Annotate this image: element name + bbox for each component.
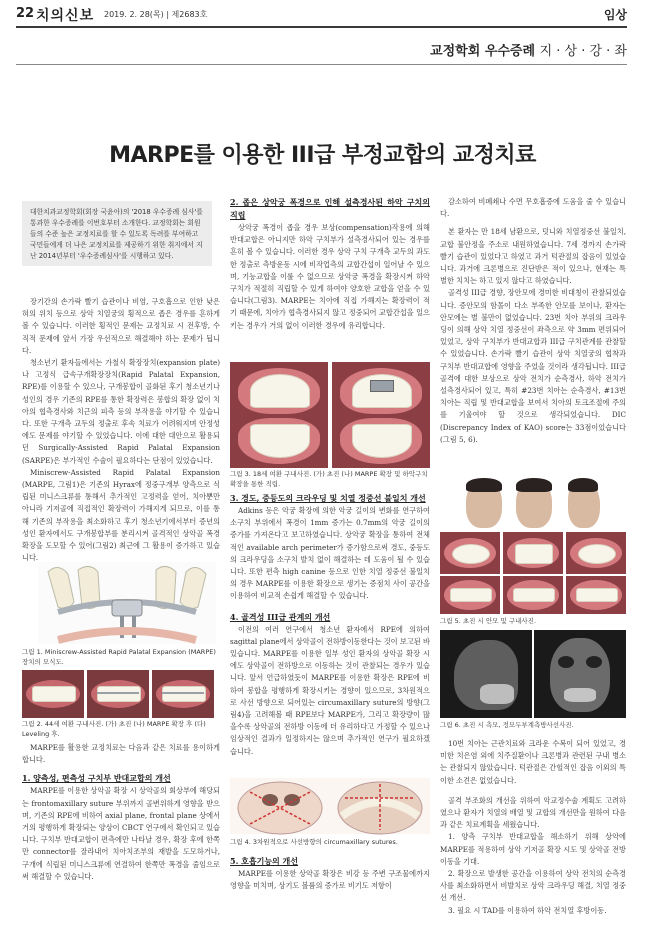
column-3-top bbox=[440, 196, 626, 468]
column-2-bottom bbox=[230, 855, 430, 935]
subheading-3: 3. 경도, 중등도의 크라우딩 및 치열 정중선 불일치 개선 bbox=[230, 493, 426, 503]
figure-5-intraoral-6 bbox=[566, 576, 626, 614]
article-title: MARPE를 이용한 III급 부정교합의 교정치료 bbox=[109, 143, 536, 168]
paragraph: 이전의 여러 연구에서 청소년 환자에서 RPE에 의하여 sagittal plane에서 상악골이 전하방이동한다는 것이 보고된 바 있습니다. MARPE를 이용한 일부 성인 환자의 상악골 확장 시에도 상악골이 전하방으로 이동하는 것이 관찰되는 경우가 있습니다. 앞서 언급하였듯이 MARPE를 이용한 확장은 RPE에 비하여 봉합을 평행하게 확장시키는 경향이 있으므로, 3차원적으로 사선 방향으로 되어있는 circumaxillary suture의 방향(그림4)을 고려해볼 때 RPE보다 MARPE가, 그리고 확장량이 많을수록 상악골의 전하방 이동에 더 유리하다고 가정할 수 있으나 임상적인 결과가 일정하지는 않으며 추가적인 연구가 필요하겠습니다. bbox=[230, 624, 430, 756]
paragraph: 골격성 III급 경향, 장안모에 경미한 비대칭이 관찰되었습니다. 증안모의 함몰이 다소 부족한 안모를 보이나, 환자는 안모에는 별 불만이 없었습니다. 23번 치아 부위의 크라우딩이 의해 상악 치열 정중선이 좌측으로 약 3mm 편위되어 있었고, 상악 구치부가 반대교합과 III급 구치관계를 관찰할 수 있었습니다. 손가락 빨기 습관이 상악 치열궁의 협착과 구치부 반대교합에 영향을 주었을 것이라 생각됩니다. III급 골격에 대한 보상으로 상악 전치가 순측경사, 하악 전치가 설측경사되어 있고, 특히 #23번 치아는 순측경사, #13번 치아는 직립 및 반대교합을 보여서 치아의 토크조절에 주의를 기울여야 할 것으로 생각되었습니다. DIC (Discrepancy Index of KAO) score는 33점이었습니다(그림 5, 6). bbox=[440, 288, 626, 444]
figure-6-lateral-ceph bbox=[440, 630, 532, 718]
figure-5-faces bbox=[440, 478, 626, 530]
paragraph: 본 환자는 만 18세 남환으로, 덧니와 치열정중선 불일치, 교합 불안정을 주소로 내원하였습니다. 7세 경까지 손가락 빨기 습관이 있었다고 하였고 과거 턱관절의 잡음이 있었습니다. 과거에 크론병으로 진단받은 적이 있으나, 현재는 특별한 치치는 하고 있지 않다고 하였습니다. bbox=[440, 227, 626, 286]
series-title bbox=[430, 40, 627, 59]
figure-4-image bbox=[230, 778, 430, 834]
figure-5-intraoral-1 bbox=[440, 532, 500, 574]
subheading-2: 2. 좁은 상악궁 폭경으로 인해 설측경사된 하악 구치의 직립 bbox=[230, 197, 430, 220]
subheading-4: 4. 골격성 III급 관계의 개선 bbox=[230, 611, 331, 622]
figure-1-caption: 그림 1. Miniscrew-Assisted Rapid Palatal Expansion (MARPE) 장치의 모식도. bbox=[22, 648, 216, 666]
column-1-bottom bbox=[22, 742, 220, 934]
treatment-plan-2: 2. 확장으로 발생한 공간을 이용하여 상악 전치의 순측경사를 최소화하면서 비발치로 상악 크라우딩 해결, 치열 정중선 개선. bbox=[440, 869, 626, 903]
figure-4-caption: 그림 4. 3차원적으로 사선방향의 circumaxillary sutures. bbox=[230, 838, 398, 846]
column-1-top bbox=[22, 296, 220, 563]
paragraph: MARPE를 이용한 상악골 확장은 비강 등 주변 구조물에까지 영향을 미치며, 상기도 볼륨의 증가로 비기도 저항이 bbox=[230, 869, 430, 891]
series-title-main: 교정학회 우수증례 bbox=[430, 44, 536, 59]
paragraph: 상악궁 폭경이 좁을 경우 보상(compensation)작용에 의해 반대교합은 아니지만 하악 구치부가 설측경사되어 있는 경우를 흔히 볼 수 있습니다. 이러한 경우 상악 구치 구개측 교두의 과도한 정출로 측방운동 시에 비작업측의 교합간섭이 일어날 수 있으며, 기능교합을 이룰 수 없으므로 상악궁 폭경을 확장시켜 하악 구치가 적절히 직립할 수 있게 하여야 양호한 교합을 얻을 수 있습니다(그림3). MARPE는 치아에 직접 가해지는 확장력이 적기 때문에, 치아가 협측경사되지 않고 정중되어 교합간섭을 일으키는 경우가 거의 없이 이러한 경우에 유리합니다. bbox=[230, 223, 430, 330]
section-label: 임상 bbox=[603, 8, 627, 22]
page-number: 22 bbox=[16, 6, 35, 21]
figure-3b-image bbox=[332, 362, 430, 468]
treatment-plan-3: 3. 필요 시 TAD를 이용하여 하악 전치열 후방이동. bbox=[448, 905, 607, 915]
figure-5-caption: 그림 5. 초진 시 안모 및 구내사진. bbox=[440, 617, 537, 625]
figure-6-frontal-ceph bbox=[534, 630, 626, 718]
paragraph: 청소년기 환자들에서는 가철식 확장장치(expansion plate)나 고정식 급속구개확장장치(Rapid Palatal Expansion, RPE)를 이용할 수 있으나, 구개봉합이 골화된 후기 청소년기나 성인의 경우 기존의 RPE를 통한 확장력은 봉합의 확장 없이 치아의 협측경사와 치근의 피측 등의 부작용을 야기할 수 있습니다. 또한 구개측 교두의 정출로 후속 치료가 어려워지며 안정성에도 문제를 야기할 수 있었습니다. 이에 대한 대안으로 활용되던 Surgically-Assisted Rapid Palatal Expansion (SARPE)은 부가적인 수술이 필요하다는 단점이 있었습니다. bbox=[22, 358, 220, 465]
paragraph: 10번 치아는 근관치료와 크라운 수복이 되어 있었고, 경미한 치은염 외에 치주질환이나 크론병과 관련된 구내 병소는 관찰되지 않았습니다. 턱관절은 간헐적인 잡음 이외의 특이한 소견은 없었습니다. bbox=[440, 739, 626, 785]
figure-5-intraoral-3 bbox=[566, 532, 626, 574]
figure-6-caption: 그림 6. 초진 시 측모, 정모두부계측방사선사진. bbox=[440, 721, 574, 729]
series-title-tail: 지 · 상 · 강 · 좌 bbox=[539, 44, 627, 59]
paragraph: MARPE를 이용한 상악골 확장 시 상악골의 회상부에 해당되는 frontomaxillary suture 부위까지 골변위하게 영향을 받으며, 기존의 RPE에 비하여 axial plane, frontal plane 상에서 거의 평행하게 확장되는 양상이 CBCT 연구에서 확인되고 있습니다. 구치부 반대교합이 편측에만 나타날 경우, 확장 후에 한쪽만 connector를 잘라내어 치아치조부의 재발을 도모하거나, 구개에 식립된 미니스크류에 연결하여 한쪽만 폭경을 줄임으로써 해결할 수 있습니다. bbox=[22, 786, 220, 881]
paragraph: MARPE를 활용한 교정치료는 다음과 같은 치료를 용이하게 합니다. bbox=[22, 743, 220, 765]
issue-date: 2019. 2. 28(목) | 제2683호 bbox=[104, 10, 208, 19]
series-rule bbox=[16, 64, 627, 65]
column-2-top bbox=[230, 196, 430, 358]
figure-5-intraoral-5 bbox=[503, 576, 563, 614]
figure-5-intraoral-2 bbox=[503, 532, 563, 574]
paragraph: 장기간의 손가락 빨기 습관이나 비염, 구호흡으로 인한 낮은 혀의 위치 등으로 상악 치열궁의 횡적으로 좁은 경우를 흔하게 볼 수 있습니다. 이러한 횡적인 문제는 교정치료 시 전후방, 수직적 문제에 앞서 가장 우선적으로 해결해야 하는 문제가 됩니다. bbox=[22, 297, 220, 355]
subheading-5: 5. 호흡기능의 개선 bbox=[230, 856, 299, 866]
figure-2b-image bbox=[87, 670, 149, 718]
paragraph: 감소하여 비폐쇄나 수면 무호흡증에 도움을 줄 수 있습니다. bbox=[440, 197, 626, 219]
figure-2c-image bbox=[152, 670, 214, 718]
column-3-bottom bbox=[440, 738, 626, 935]
figure-2-caption: 그림 2. 44세 여환 구내사진. (가) 초진 (나) MARPE 확장 후 (다) Leveling 후. bbox=[22, 720, 206, 738]
figure-3a-image bbox=[230, 362, 328, 468]
intro-box: 대한치과교정학회(회장 국윤아)의 '2018 우수증례 심사'를 통과한 우수증례를 이번호부터 소개한다. 교정학회는 회원들의 수준 높은 교정치료를 할 수 있도록 독려를 부여하고 국민들에게 더 나은 교정치료를 제공하기 위한 취지에서 지난 2014년부터 '우수증례심사'를 시행하고 있다. bbox=[22, 201, 212, 266]
figure-2a-image bbox=[22, 670, 84, 718]
newspaper-name: 치의신보 bbox=[36, 8, 95, 24]
subheading-1: 1. 양측성, 편측성 구치부 반대교합의 개선 bbox=[22, 773, 171, 784]
column-2-middle bbox=[230, 492, 430, 756]
paragraph: 골격 부조화의 개선을 위하여 악교정수술 계획도 고려하였으나 환자가 치열의 배열 및 교합의 개선만을 원하여 다음과 같은 치료계획을 세웠습니다. bbox=[440, 795, 626, 830]
figure-3-caption: 그림 3. 18세 여환 구내사진. (가) 초진 (나) MARPE 확장 및 하악구치 확장을 통한 직립. bbox=[230, 470, 428, 488]
figure-1-image bbox=[38, 562, 216, 644]
treatment-plan-1: 1. 양측 구치부 반대교합을 해소하기 위해 상악에 MARPE를 적용하여 상악 기저골 확장 시도 및 상악골 전방이동을 기대. bbox=[440, 832, 626, 866]
paragraph: Miniscrew-Assisted Rapid Palatal Expansion (MARPE, 그림1)은 기존의 Hyrax에 정중구개부 양측으로 식립된 미니스크류를 통해서 추가적인 고정력을 얻어, 치아뿐만 아니라 기저골에 직접적인 확장력이 가해지게 되므로, 이를 통해 기존의 부작용을 최소화하고 후기 청소년기에서부터 증년의 성인 환자에서도 구개봉합부를 분리시켜 골격적인 상악골 폭경 확장을 도모할 수 있어(그림2) 최근에 그 활용이 증가하고 있습니다. bbox=[22, 467, 220, 563]
paragraph: Adkins 등은 악궁 확장에 의한 악궁 길이의 변화를 연구하여 소구치 부위에서 폭경이 1mm 증가는 0.7mm의 악궁 길이의 증가를 가져온다고 보고하였습니다. 상악궁 확장을 통하여 전체적인 available arch perimeter가 증가함으로써 경도, 중등도의 크라우딩을 소구치 발치 없이 해결하는 데 도움이 될 수 있습니다. 또한 편측 high canine 등으로 인한 치열 정중선 불일치의 경우 MARPE를 이용한 확장으로 생기는 증점치 사이 공간을 이용하여 비교적 손쉽게 해결할 수 있습니다. bbox=[230, 506, 430, 601]
figure-5-intraoral-4 bbox=[440, 576, 500, 614]
header-rule bbox=[16, 26, 627, 28]
